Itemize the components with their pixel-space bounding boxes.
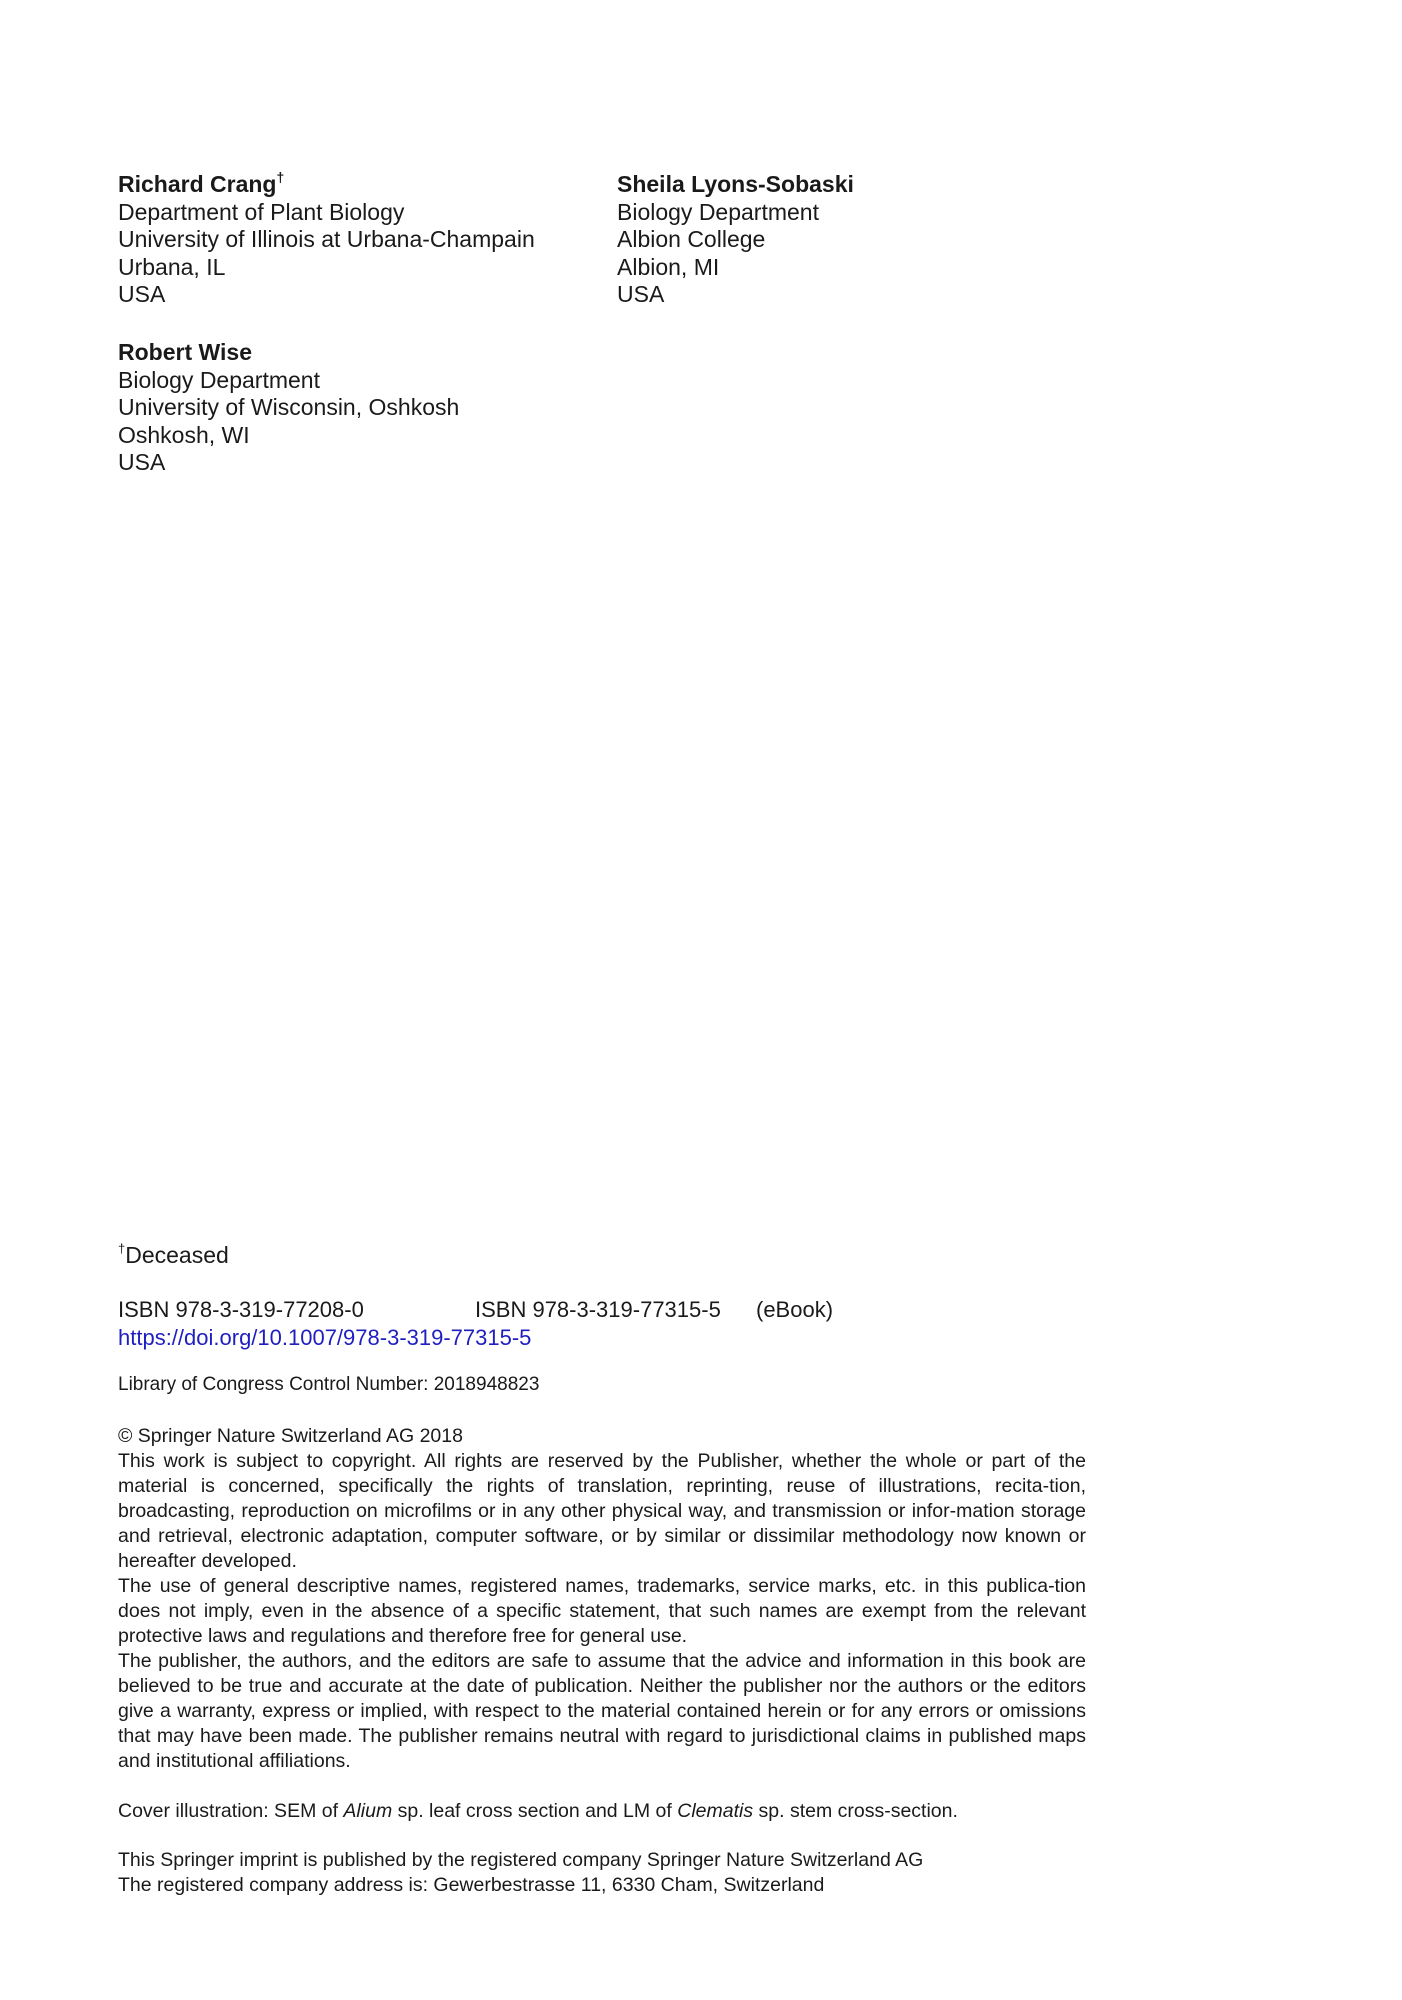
deceased-mark: † — [276, 169, 285, 185]
author-country: USA — [118, 449, 166, 475]
imprint-line-address: The registered company address is: Gewerbestrasse 11, 6330 Cham, Switzerland — [118, 1874, 825, 1896]
author-block-crang — [118, 171, 588, 309]
author-institution: University of Wisconsin, Oshkosh — [118, 394, 460, 420]
author-city: Oshkosh, WI — [118, 421, 250, 448]
author-city: Urbana, IL — [118, 253, 226, 280]
publisher-imprint — [118, 1848, 1086, 1898]
author-block-lyons-sobaski — [617, 171, 1087, 309]
author-institution: University of Illinois at Urbana-Champain — [118, 226, 535, 252]
imprint-line-company: This Springer imprint is published by the registered company Springer Nature Switzerland AG — [118, 1849, 924, 1871]
copyright-block — [118, 1424, 1086, 1774]
deceased-footnote — [118, 1241, 1086, 1269]
doi-row — [118, 1324, 1086, 1352]
isbn-ebook-label: (eBook) — [756, 1297, 834, 1322]
cover-text-prefix: Cover illustration: SEM of — [118, 1800, 344, 1822]
author-name: Robert Wise — [118, 339, 252, 365]
author-department: Biology Department — [118, 366, 320, 393]
isbn-ebook: ISBN 978-3-319-77315-5 — [475, 1297, 721, 1322]
isbn-print: ISBN 978-3-319-77208-0 — [118, 1297, 364, 1322]
doi-link[interactable]: https://doi.org/10.1007/978-3-319-77315-5 — [118, 1325, 532, 1350]
cover-text-middle: sp. leaf cross section and LM of — [392, 1800, 678, 1822]
author-department: Department of Plant Biology — [118, 198, 405, 225]
author-block-wise — [118, 339, 588, 477]
author-name: Richard Crang† — [118, 169, 285, 197]
footnote-mark: † — [118, 1241, 126, 1256]
genus-alium: Alium — [343, 1800, 393, 1822]
copyright-paragraph-names: The use of general descriptive names, registered names, trademarks, service marks, etc. in this publica-tion does not imply, even in the absence of a specific statement, that such names are exempt from the relevant protective laws and regulations and therefore free for general use. — [118, 1575, 1086, 1647]
author-name: Sheila Lyons-Sobaski — [617, 171, 854, 197]
copyright-paragraph-disclaimer: The publisher, the authors, and the editors are safe to assume that the advice and information in this book are believed to be true and accurate at the date of publication. Neither the publisher nor the authors or the editors give a warranty, express or implied, with respect to the material contained herein or for any errors or omissions that may have been made. The publisher remains neutral with regard to jurisdictional claims in published maps and institutional affiliations. — [118, 1650, 1086, 1772]
cover-text-suffix: sp. stem cross-section. — [753, 1800, 958, 1822]
isbn-block — [118, 1296, 1086, 1352]
author-department: Biology Department — [617, 198, 819, 225]
cover-illustration-credit — [118, 1799, 1086, 1824]
genus-clematis: Clematis — [677, 1800, 754, 1822]
lccn-line: Library of Congress Control Number: 2018948823 — [118, 1374, 540, 1395]
author-country: USA — [617, 281, 665, 307]
author-city: Albion, MI — [617, 253, 720, 280]
copyright-paragraph-rights: This work is subject to copyright. All rights are reserved by the Publisher, whether the whole or part of the material is concerned, specifically the rights of translation, reprinting, reuse of illustrations, recita-tion, broadcasting, reproduction on microfilms or in any other physical way, and transmission or infor-mation storage and retrieval, electronic adaptation, computer software, or by similar or dissimilar methodology now known or hereafter developed. — [118, 1450, 1086, 1572]
footnote-text: Deceased — [125, 1242, 229, 1268]
isbn-row — [118, 1296, 1086, 1324]
author-country: USA — [118, 281, 166, 307]
author-institution: Albion College — [617, 226, 766, 252]
copyright-line: © Springer Nature Switzerland AG 2018 — [118, 1425, 463, 1447]
